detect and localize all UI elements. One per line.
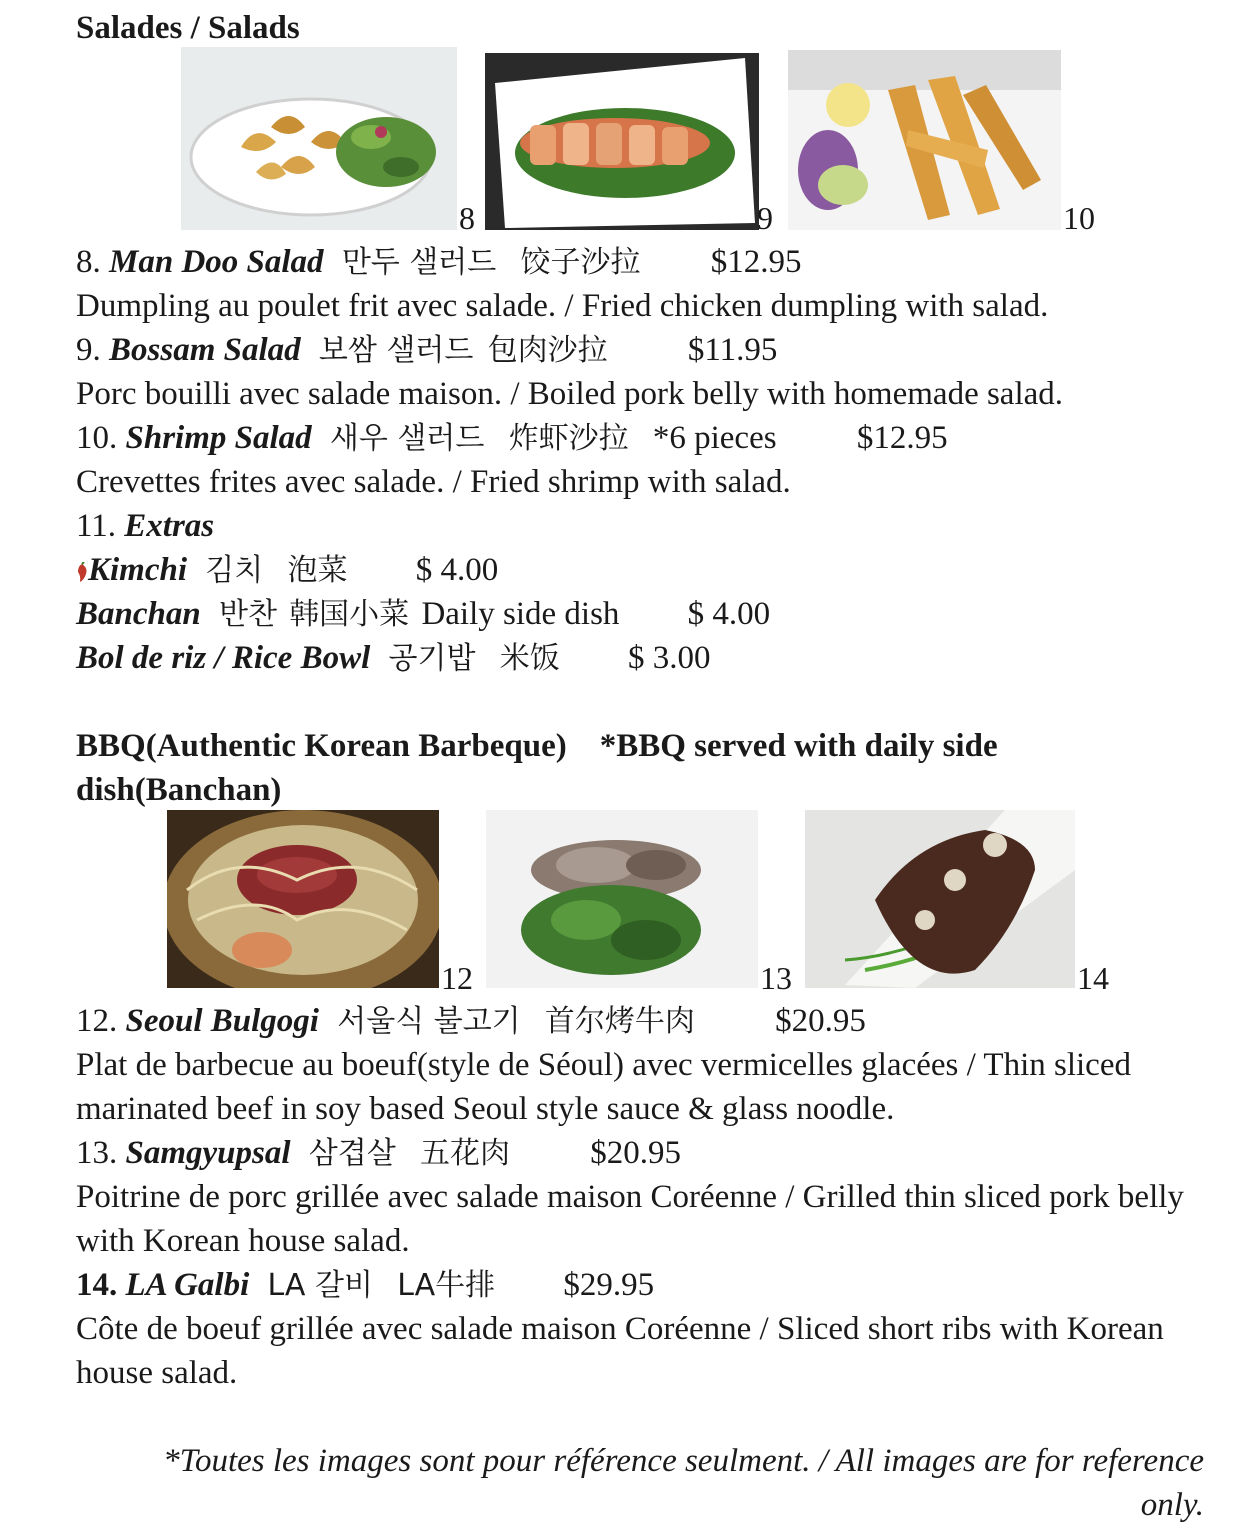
- item-name: Man Doo Salad: [109, 244, 324, 280]
- bossam-salad-photo: [485, 53, 759, 230]
- item-note: *6 pieces: [652, 420, 777, 456]
- item-description: Dumpling au poulet frit avec salade. / Fried chicken dumpling with salad.: [76, 288, 1049, 324]
- item-korean: 서울식 불고기: [337, 1004, 521, 1039]
- item-description: Plat de barbecue au boeuf(style de Séoul) avec vermicelles glacées / Thin sliced marinated beef in soy based Seoul style sauce & glass noodle.: [76, 1047, 1131, 1127]
- item-korean: 공기밥: [388, 641, 476, 676]
- item-chinese: 韩国小菜: [289, 597, 410, 632]
- item-name: Shrimp Salad: [125, 420, 312, 456]
- item-korean: 만두 샐러드: [341, 245, 497, 280]
- item-number: 8.: [76, 244, 101, 280]
- salads-heading: Salades / Salads: [76, 10, 300, 46]
- item-price: $20.95: [590, 1135, 681, 1171]
- item-description: Porc bouilli avec salade maison. / Boiled pork belly with homemade salad.: [76, 376, 1064, 412]
- chili-pepper-icon: [76, 550, 88, 594]
- bbq-heading: BBQ(Authentic Korean Barbeque) *BBQ served with daily side dish(Banchan): [76, 728, 1006, 808]
- item-number: 12.: [76, 1003, 118, 1039]
- item-name: Banchan: [76, 596, 201, 632]
- item-price: $12.95: [710, 244, 802, 280]
- item-name: Seoul Bulgogi: [125, 1003, 319, 1039]
- item-price: $ 4.00: [415, 552, 499, 588]
- photo-number: 8: [459, 200, 475, 236]
- shrimp-salad-photo: [788, 50, 1061, 230]
- extra-item-kimchi: [76, 548, 498, 594]
- item-name: LA Galbi: [125, 1267, 250, 1303]
- item-name: Kimchi: [88, 552, 188, 588]
- item-price: $ 4.00: [687, 596, 771, 632]
- menu-item-la-galbi: [76, 1263, 654, 1308]
- item-number: 9.: [76, 332, 101, 368]
- item-chinese: 五花肉: [420, 1136, 510, 1171]
- photo-number: 13: [760, 960, 792, 996]
- item-number: 13.: [76, 1135, 118, 1171]
- item-number: 14.: [76, 1267, 118, 1303]
- la-galbi-photo: [805, 810, 1075, 988]
- item-price: $11.95: [687, 332, 778, 368]
- menu-item-man-doo-salad: [76, 240, 802, 285]
- menu-item-bossam-salad: [76, 328, 777, 373]
- item-korean: 보쌈 샐러드: [318, 333, 474, 368]
- item-chinese: 首尔烤牛肉: [544, 1004, 695, 1039]
- item-price: $12.95: [856, 420, 948, 456]
- extras-title: [76, 504, 214, 548]
- extra-item-banchan: [76, 592, 770, 637]
- menu-item-seoul-bulgogi: [76, 999, 866, 1044]
- item-korean: 김치: [205, 553, 264, 588]
- item-korean: LA 갈비: [267, 1268, 373, 1303]
- photo-number: 14: [1077, 960, 1109, 996]
- item-chinese: 包肉沙拉: [487, 333, 608, 368]
- item-description: Poitrine de porc grillée avec salade maison Coréenne / Grilled thin sliced pork belly with Korean house salad.: [76, 1179, 1184, 1259]
- item-english: Daily side dish: [421, 596, 620, 632]
- samgyupsal-photo: [486, 810, 758, 988]
- item-price: $29.95: [563, 1267, 655, 1303]
- photo-number: 10: [1063, 200, 1095, 236]
- extras-title-text: Extras: [124, 508, 215, 544]
- item-korean: 반찬: [218, 597, 277, 632]
- extra-item-rice-bowl: [76, 636, 710, 681]
- image-disclaimer: *Toutes les images sont pour référence seulment. / All images are for reference only.: [163, 1443, 1204, 1523]
- photo-number: 12: [441, 960, 473, 996]
- item-korean: 새우 샐러드: [329, 421, 485, 456]
- item-chinese: 饺子沙拉: [520, 245, 641, 280]
- item-description: Crevettes frites avec salade. / Fried shrimp with salad.: [76, 464, 791, 500]
- bulgogi-photo: [167, 810, 439, 988]
- item-chinese: 米饭: [499, 641, 560, 676]
- item-korean: 삼겹살: [308, 1136, 396, 1171]
- item-description: Côte de boeuf grillée avec salade maison Coréenne / Sliced short ribs with Korean house salad.: [76, 1311, 1164, 1391]
- item-chinese: LA牛排: [397, 1268, 496, 1303]
- item-number: 11.: [76, 508, 117, 544]
- item-price: $20.95: [775, 1003, 866, 1039]
- item-chinese: 炸虾沙拉: [508, 421, 629, 456]
- item-chinese: 泡菜: [287, 553, 348, 588]
- item-price: $ 3.00: [627, 640, 711, 676]
- photo-number: 9: [757, 200, 773, 236]
- item-name: Samgyupsal: [125, 1135, 291, 1171]
- menu-item-samgyupsal: [76, 1131, 681, 1176]
- item-number: 10.: [76, 420, 118, 456]
- menu-item-shrimp-salad: [76, 416, 948, 461]
- dumpling-salad-photo: [181, 47, 457, 230]
- item-name: Bol de riz / Rice Bowl: [76, 640, 371, 676]
- item-name: Bossam Salad: [109, 332, 301, 368]
